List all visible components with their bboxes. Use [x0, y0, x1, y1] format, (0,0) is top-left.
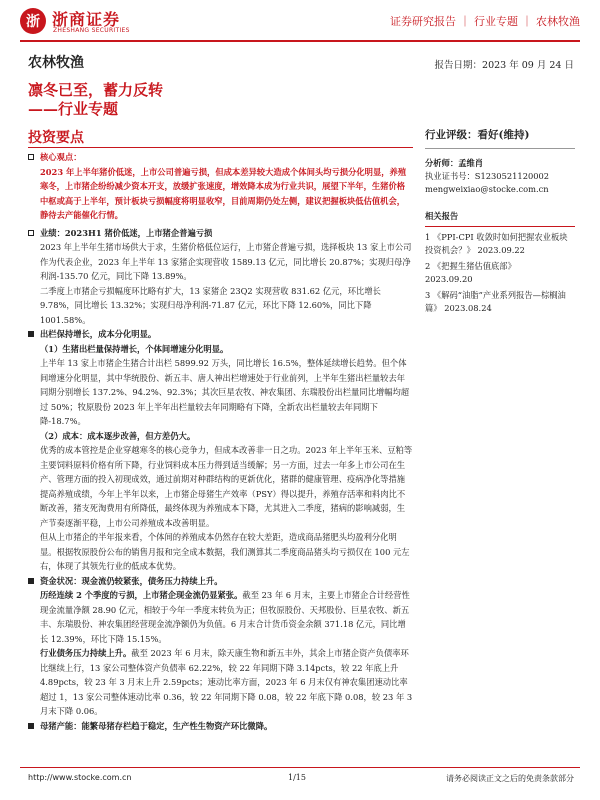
performance-block	[28, 226, 413, 328]
finance-para-1: 截至 23 年 6 月末，主要上市猪企合计经营性现金流量净额 28.90 亿元，相较于今年一季度末转负为正；但牧原股份、天邦股份、巨星农牧、新五丰、东瑞股份、神农集团经营现金流净额仍为负值。6 月末合计货币资金余额 371.18 亿元，同比增长 12.39%，环比下降 15.15%。	[40, 590, 410, 644]
report-date: 报告日期：2023 年 09 月 24 日	[434, 60, 574, 71]
finance-para-2: 截至 2023 年 6 月末，除天康生物和新五丰外，其余上市猪企资产负债率环比继续上行，13 家公司整体资产负债率 62.22%，较 22 年同期下降 3.14pcts，较 22 年底上升 4.89pcts，较 23 年 3 月末上升 2.59pcts；速动比率方面，2023 年 6 月末仅有神农集团速动比率超过 1，13 家公司整体速动比率 0.36，较 22 年同期下降 0.08，较 22 年底下降 0.08，较 23 年 3 月末下降 0.06。	[40, 648, 413, 716]
industry-rating	[425, 129, 575, 142]
core-view-block	[28, 150, 413, 223]
page-number: 1/15	[288, 773, 306, 782]
logo-subtext: ZHESHANG SECURITIES	[53, 27, 130, 34]
logo-text: 浙商证券	[52, 10, 121, 29]
analyst-name: 孟维肖	[458, 158, 484, 168]
analyst-label: 分析师：	[425, 158, 459, 168]
bullet-square-icon	[28, 154, 34, 160]
header-nav: 证券研究报告 ｜ 行业专题 ｜ 农林牧渔	[390, 15, 580, 28]
related-report-text: 1 《PPI-CPI 收敛时如何把握农业板块投资机会？》	[425, 232, 568, 255]
analyst-email: mengweixiao@stocke.com.cn	[425, 184, 549, 194]
core-view-label: 核心观点：	[40, 152, 82, 162]
header-divider	[20, 40, 580, 42]
report-title: 凛冬已至，蓄力反转	[28, 81, 164, 99]
finance-sub-1: 历经连续 2 个季度的亏损，上市猪企现金流仍显紧张。	[40, 590, 243, 600]
footer-divider	[20, 767, 580, 768]
core-view-text: 2023 年上半年猪价低迷，上市公司普遍亏损，但成本差异较大造成个体间头均亏损分化明显，养殖寒冬，上市猪企纷纷减少资本开支，放缓扩张速度，增效降本成为行业共识，展望下半年，生猪价格中枢或高于上半年，预计板块亏损幅度将明显收窄，目前周期仍处左侧，建议把握板块低估值机会，静待去产能催化行情。	[40, 166, 407, 220]
footer-url-link[interactable]: http://www.stocke.com.cn	[28, 773, 132, 782]
growth-sub-1: （1）生猪出栏量保持增长，个体间增速分化明显。	[40, 343, 229, 354]
growth-heading: 出栏保持增长，成本分化明显。	[40, 329, 157, 339]
related-report-text: 3 《解码“油脂”产业系列报告—棕榈油篇》	[425, 290, 566, 313]
performance-heading: 业绩：2023H1 猪价低迷，上市猪企普遍亏损	[40, 227, 213, 238]
sow-capacity-heading: 母猪产能：能繁母猪存栏趋于稳定，生产性生物资产环比微降。	[40, 720, 273, 731]
related-report-item[interactable]	[425, 231, 575, 257]
related-report-item[interactable]	[425, 289, 575, 315]
related-report-item[interactable]	[425, 260, 575, 286]
sidebar	[425, 129, 575, 318]
bullet-square-icon	[28, 230, 34, 236]
analyst-line	[425, 157, 575, 170]
finance-block	[28, 574, 413, 719]
rating-value: 看好(维持)	[477, 129, 530, 141]
performance-para-1: 2023 年上半年生猪市场供大于求，生猪价格低位运行，上市猪企普遍亏损，选择板块 13 家上市公司作为代表企业，2023 年上半年 13 家猪企实现营收 1589.13 亿元，同比增长 20.87%；实现归母净利润-135.70 亿元，同比下降 13.89%。	[40, 242, 412, 281]
related-report-text: 2 《把握生猪估值底部》	[425, 261, 516, 271]
growth-para-1: 上半年 13 家上市猪企生猪合计出栏 5899.92 万头，同比增长 16.5%，整体延续增长趋势。但个体间增速分化明显，其中华统股份、新五丰、唐人神出栏增速处于行业前列，上半年生猪出栏量较去年同期分别增长 137.2%、94.2%、92.3%；其次巨星农牧、神农集团、东瑞股份出栏量同比增幅均超过 50%；牧原股份 2023 年上半年出栏量较去年同期略有下降，全新农出栏量较去年同期下降-18.7%。	[40, 358, 410, 426]
section-divider	[28, 147, 413, 148]
brand-logo	[20, 6, 160, 40]
growth-sub-2: （2）成本：成本逐步改善，但方差仍大。	[40, 430, 196, 441]
performance-para-2: 二季度上市猪企亏损幅度环比略有扩大，13 家猪企 23Q2 实现营收 831.62 亿元，环比增长 9.78%，同比增长 13.32%；实现归母净利润-71.87 亿元，环比下降 12.60%，同比下降 1001.58%。	[40, 285, 381, 325]
finance-heading: 资金状况：现金流仍较紧张，债务压力持续上升。	[40, 575, 223, 586]
main-content	[28, 150, 413, 733]
sector-label: 农林牧渔	[28, 55, 84, 71]
growth-para-3: 但从上市猪企的半年报来看，个体间的养殖成本仍然存在较大差距，造成商品猪肥头均盈利分化明显。根据牧原股份公布的销售月报和完全成本数据，我们测算其二季度商品猪头均亏损仅在 100 元左右，体现了其领先行业的低成本优势。	[40, 532, 410, 571]
rating-label: 行业评级：	[425, 129, 478, 141]
bullet-filled-icon	[28, 578, 34, 584]
analyst-cert: 执业证书号：S1230521120002	[425, 171, 550, 181]
related-report-date: 2023.09.20	[425, 274, 473, 284]
related-divider	[425, 226, 575, 227]
report-subtitle: ——行业专题	[28, 100, 119, 118]
sow-capacity-block	[28, 719, 413, 734]
growth-para-2: 优秀的成本管控是企业穿越寒冬的核心竞争力，但成本改善非一日之功。2023 年上半年玉米、豆粕等主要饲料原料价格有所下降，行业饲料成本压力得到适当缓解；另一方面，过去一年多上市公司在生产、管理方面的投入初现成效，通过前期对种群结构的更新优化，猪群的健康管理、疫病净化等措施提高养殖成绩，今年上半年以来，上市猪企母猪生产效率（PSY）得以提升，养殖存活率和料肉比不断改善，猪支死淘费用有所降低，最终体现为养殖成本下降，尤其进入二季度，猪病的影响减弱，生产节奏逐渐平稳，上市公司养殖成本改善明显。	[40, 445, 413, 528]
section-title: 投资要点	[28, 130, 84, 146]
related-report-date: 2023.08.24	[444, 303, 492, 313]
bullet-filled-icon	[28, 723, 34, 729]
growth-block	[28, 327, 413, 574]
related-report-date: 2023.09.22	[477, 245, 525, 255]
finance-sub-2: 行业债务压力持续上升。	[40, 648, 132, 658]
disclaimer-note: 请务必阅读正文之后的免责条款部分	[446, 774, 574, 783]
logo-mark-icon: 浙	[20, 8, 46, 34]
related-reports-title: 相关报告	[425, 211, 459, 221]
bullet-filled-icon	[28, 331, 34, 337]
sidebar-divider	[425, 148, 575, 149]
